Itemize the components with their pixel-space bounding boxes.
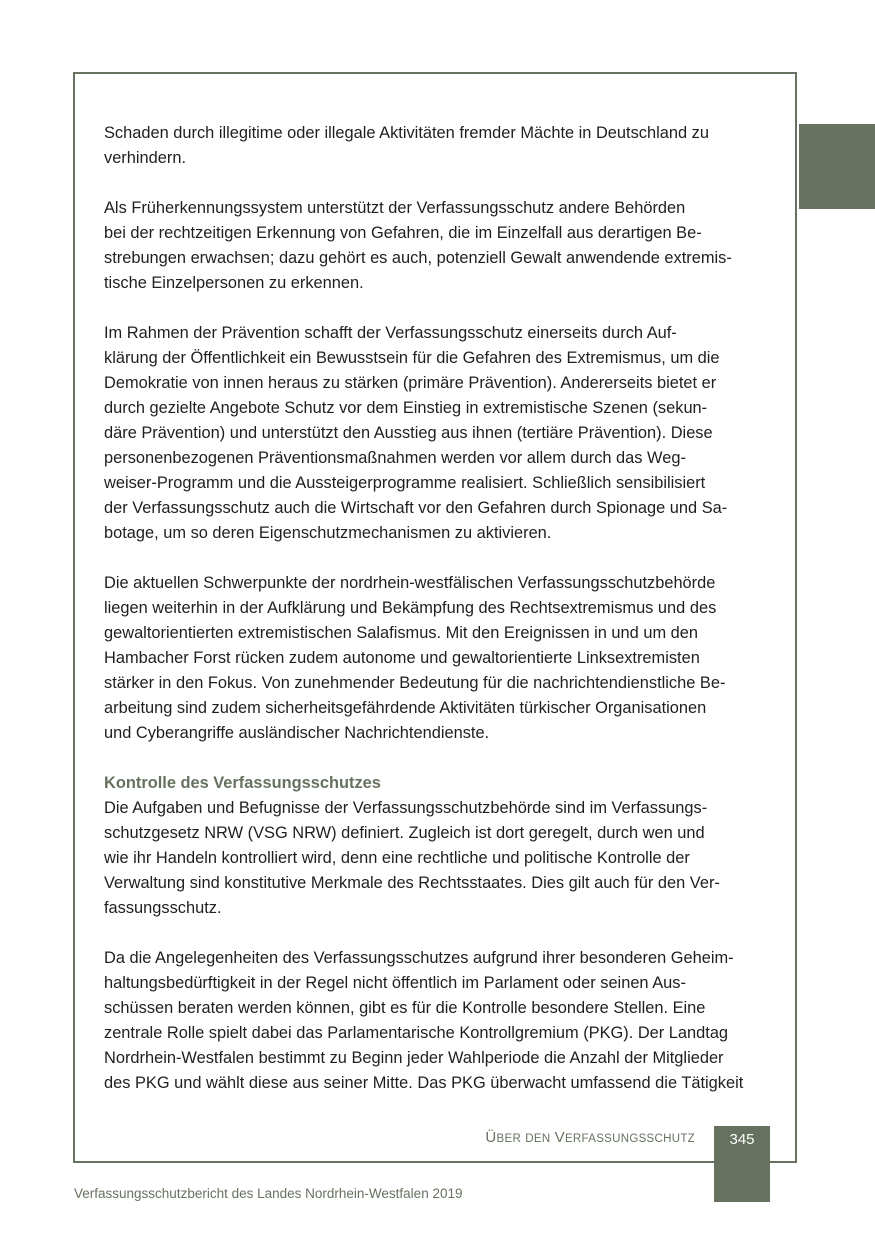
text-line: fassungsschutz. <box>104 899 222 917</box>
paragraph-6 <box>104 946 776 1096</box>
text-line: Schaden durch illegitime oder illegale Aktivitäten fremder Mächte in Deutschland zu <box>104 124 709 142</box>
text-line: Im Rahmen der Prävention schafft der Verfassungsschutz einerseits durch Auf- <box>104 324 677 342</box>
text-line: Verwaltung sind konstitutive Merkmale des Rechtsstaates. Dies gilt auch für den Ver- <box>104 874 720 892</box>
text-line: des PKG und wählt diese aus seiner Mitte. Das PKG überwacht umfassend die Tätigkeit <box>104 1074 744 1092</box>
running-title-word: DEN <box>525 1133 551 1145</box>
text-line: stärker in den Fokus. Von zunehmender Bedeutung für die nachrichtendienstliche Be- <box>104 674 726 692</box>
text-line: Hambacher Forst rücken zudem autonome und gewaltorientierte Linksextremisten <box>104 649 700 667</box>
text-line: strebungen erwachsen; dazu gehört es auch, potenziell Gewalt anwendende extremis- <box>104 249 732 267</box>
body-text <box>104 121 776 1121</box>
text-line: liegen weiterhin in der Aufklärung und Bekämpfung des Rechtsextremismus und des <box>104 599 717 617</box>
page-number: 345 <box>729 1131 755 1148</box>
text-line: Da die Angelegenheiten des Verfassungsschutzes aufgrund ihrer besonderen Geheim- <box>104 949 734 967</box>
paragraph-1 <box>104 121 776 171</box>
running-title-word: BER <box>496 1133 522 1145</box>
text-line: däre Prävention) und unterstützt den Ausstieg aus ihnen (tertiäre Prävention). Diese <box>104 424 713 442</box>
text-line: Die Aufgaben und Befugnisse der Verfassungsschutzbehörde sind im Verfassungs- <box>104 799 708 817</box>
text-line: Demokratie von innen heraus zu stärken (primäre Prävention). Andererseits bietet er <box>104 374 717 392</box>
text-line: schüssen beraten werden können, gibt es für die Kontrolle besondere Stellen. Eine <box>104 999 706 1017</box>
text-line: klärung der Öffentlichkeit ein Bewusstsein für die Gefahren des Extremismus, um die <box>104 349 720 367</box>
text-line: arbeitung sind zudem sicherheitsgefährdende Aktivitäten türkischer Organisationen <box>104 699 707 717</box>
paragraph-2 <box>104 196 776 296</box>
text-line: zentrale Rolle spielt dabei das Parlamentarische Kontrollgremium (PKG). Der Landtag <box>104 1024 729 1042</box>
page-number-box <box>714 1126 770 1202</box>
text-line: Als Früherkennungssystem unterstützt der Verfassungsschutz andere Behörden <box>104 199 686 217</box>
text-line: Nordrhein-Westfalen bestimmt zu Beginn jeder Wahlperiode die Anzahl der Mitglieder <box>104 1049 724 1067</box>
text-line: botage, um so deren Eigenschutzmechanismen zu aktivieren. <box>104 524 552 542</box>
footer-publication-title: Verfassungsschutzbericht des Landes Nordrhein-Westfalen 2019 <box>74 1186 463 1201</box>
text-line: personenbezogenen Präventionsmaßnahmen werden vor allem durch das Weg- <box>104 449 686 467</box>
chapter-tab-marker <box>799 124 875 209</box>
text-line: tische Einzelpersonen zu erkennen. <box>104 274 364 292</box>
text-line: der Verfassungsschutz auch die Wirtschaft vor den Gefahren durch Spionage und Sa- <box>104 499 728 517</box>
text-line: weiser-Programm und die Aussteigerprogramme realisiert. Schließlich sensibilisiert <box>104 474 706 492</box>
paragraph-5 <box>104 796 776 921</box>
text-line: wie ihr Handeln kontrolliert wird, denn eine rechtliche und politische Kontrolle der <box>104 849 690 867</box>
running-title-initial: V <box>554 1129 565 1146</box>
text-line: Die aktuellen Schwerpunkte der nordrhein-westfälischen Verfassungsschutzbehörde <box>104 574 716 592</box>
text-line: durch gezielte Angebote Schutz vor dem Einstieg in extremistische Szenen (sekun- <box>104 399 708 417</box>
paragraph-3 <box>104 321 776 546</box>
section-heading: Kontrolle des Verfassungsschutzes <box>104 774 381 792</box>
running-title <box>485 1129 695 1146</box>
text-line: verhindern. <box>104 149 187 167</box>
running-title-initial: Ü <box>485 1129 497 1146</box>
text-line: bei der rechtzeitigen Erkennung von Gefahren, die im Einzelfall aus derartigen Be- <box>104 224 702 242</box>
paragraph-4 <box>104 571 776 746</box>
text-line: gewaltorientierten extremistischen Salafismus. Mit den Ereignissen in und um den <box>104 624 699 642</box>
text-line: schutzgesetz NRW (VSG NRW) definiert. Zugleich ist dort geregelt, durch wen und <box>104 824 705 842</box>
text-line: und Cyberangriffe ausländischer Nachrichtendienste. <box>104 724 490 742</box>
text-line: haltungsbedürftigkeit in der Regel nicht öffentlich im Parlament oder seinen Aus- <box>104 974 686 992</box>
running-title-word: ERFASSUNGSSCHUTZ <box>564 1133 695 1145</box>
